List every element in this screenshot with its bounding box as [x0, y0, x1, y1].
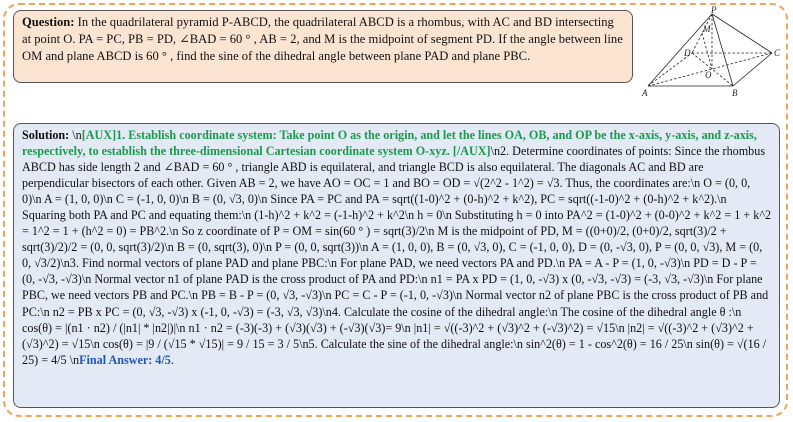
label-B: B [732, 88, 738, 98]
label-O: O [705, 70, 712, 80]
label-C: C [774, 48, 781, 58]
solution-end: . [170, 352, 174, 367]
question-text: In the quadrilateral pyramid P-ABCD, the quadrilateral ABCD is a rhombus, with AC and BD intersecting at point O. PA = PC, PB = PD, ∠BAD = 60 ° , AB = 2, and M is the midpoint of segment PD. If the angle between line OM and plane ABCD is 60 ° , find the sine of the dihedral angle between plane PAD and plane PBC. [22, 15, 623, 64]
aux-step-text: [AUX]1. Establish coordinate system: Take point O as the origin, and let the lines OA, OB, and OP be the x-axis, y-axis, and z-axis, respectively, to establish the three-dimensional Cartesian coordinate system O-xyz. [/AUX] [22, 128, 757, 159]
label-P: P [711, 6, 717, 15]
label-A: A [642, 88, 648, 98]
solution-label: Solution: [22, 128, 70, 142]
pyramid-figure [640, 6, 785, 98]
label-D: D [684, 48, 691, 58]
question-box [13, 10, 633, 83]
final-answer: Final Answer: 4/5 [79, 352, 171, 367]
solution-body: \n2. Determine coordinates of points: Since the rhombus ABCD has side length 2 and ∠BAD = 60 ° , triangle ABD is equilateral, and triangle BCD is also equilateral. The diagonals AC and BD are perpendicular bisectors of each other. Given AB = 2, we have AO = OC = 1 and BO = OD = √(2^2 - 1^2) = √3. Thus, the coordinates are:\n O = (0, 0, 0)\n A = (1, 0, 0)\n C = (-1, 0, 0)\n B = (0, √3, 0)\n Since PA = PC and PA = sqrt((1-0)^2 + (0-h)^2 + k^2), PC = sqrt((-1-0)^2 + (0-h)^2 + k^2).\n Squaring both PA and PC and equating them:\n (1-h)^2 + k^2 = (-1-h)^2 + k^2\n h = 0\n Substituting h = 0 into PA^2 = (1-0)^2 + (0-0)^2 + k^2 = 1 + k^2 = 1^2 = 1 + (h^2 = 0) = PB^2.\n So z coordinate of P = OM = sin(60 ° ) = sqrt(3)/2\n M is the midpoint of PD, M = ((0+0)/2, (0+0)/2, sqrt(3)/2 + sqrt(3)/2)/2 = (0, 0, sqrt(3)/2)\n B = (0, sqrt(3), 0)\n P = (0, 0, sqrt(3))\n A = (1, 0, 0), B = (0, √3, 0), C = (-1, 0, 0), D = (0, -√3, 0), P = (0, 0, √3), M = (0, 0, √3/2)\n3. Find normal vectors of plane PAD and plane PBC:\n For plane PAD, we need vectors PA and PD.\n PA = A - P = (1, 0, -√3)\n PD = D - P = (0, -√3, -√3)\n Normal vector n1 of plane PAD is the cross product of PA and PD:\n n1 = PA x PD = (1, 0, -√3) x (0, -√3, -√3) = (-3, √3, -√3)\n For plane PBC, we need vectors PB and PC.\n PB = B - P = (0, √3, -√3)\n PC = C - P = (-1, 0, -√3)\n Normal vector n2 of plane PBC is the cross product of PB and PC:\n n2 = PB x PC = (0, √3, -√3) x (-1, 0, -√3) = (-3, √3, √3)\n4. Calculate the cosine of the dihedral angle:\n The cosine of the dihedral angle θ :\n cos(θ) = |(n1 · n2) / (|n1| * |n2|)|\n n1 · n2 = (-3)(-3) + (√3)(√3) + (-√3)(√3)= 9\n |n1| = √((-3)^2 + (√3)^2 + (-√3)^2) = √15\n |n2| = √((-3)^2 + (√3)^2 + (√3)^2) = √15\n cos(θ) = |9 / (√15 * √15)| = 9 / 15 = 3 / 5\n5. Calculate the sine of the dihedral angle:\n sin^2(θ) = 1 - cos^2(θ) = 16 / 25\n sin(θ) = √(16 / 25) = 4/5 \n [22, 144, 772, 367]
label-M: M [703, 24, 711, 34]
solution-pre: \n [69, 128, 82, 142]
solution-box [13, 123, 780, 408]
question-label: Question: [22, 15, 75, 29]
